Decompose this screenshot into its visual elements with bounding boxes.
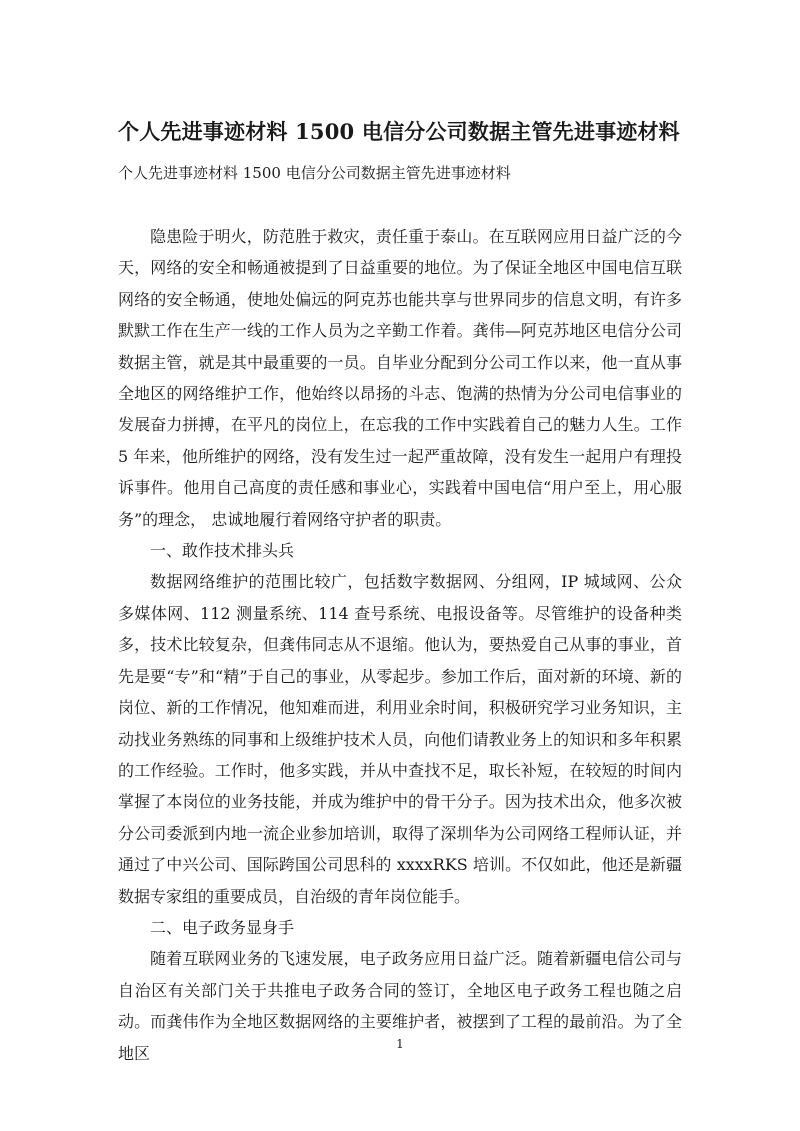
paragraph-section-2: 随着互联网业务的飞速发展，电子政务应用日益广泛。随着新疆电信公司与自治区有关部门关于共推电子政务合同的签订，全地区电子政务工程也随之启动。而龚伟作为全地区数据网络的主要维护者，被摆到了工程的最前沿。为了全地区 [118,949,682,1063]
document-subtitle: 个人先进事迹材料 1500 电信分公司数据主管先进事迹材料 [118,164,511,182]
page-number: 1 [396,1037,404,1051]
section-heading-2: 二、电子政务显身手 [150,917,295,937]
document-title: 个人先进事迹材料 1500 电信分公司数据主管先进事迹材料 [118,119,680,144]
paragraph-intro: 隐患险于明火，防范胜于救灾，责任重于泰山。在互联网应用日益广泛的今天，网络的安全和畅通被提到了日益重要的地位。为了保证全地区中国电信互联网络的安全畅通，使地处偏远的阿克苏也能共享与世界同步的信息文明，有许多默默工作在生产一线的工作人员为之辛勤工作着。龚伟—阿克苏地区电信分公司数据主管，就是其中最重要的一员。自毕业分配到分公司工作以来，他一直从事全地区的网络维护工作，他始终以昂扬的斗志、饱满的热情为分公司电信事业的发展奋力拼搏，在平凡的岗位上，在忘我的工作中实践着自己的魅力人生。工作 5 年来，他所维护的网络，没有发生过一起严重故障，没有发生一起用户有理投诉事件。他用自己高度的责任感和事业心，实践着中国电信“用户至上，用心服务”的理念， 忠诚地履行着网络守护者的职责。 [118,227,682,529]
section-heading-1: 一、敢作技术排头兵 [150,541,295,561]
document-body [118,221,682,1069]
paragraph-section-1: 数据网络维护的范围比较广，包括数字数据网、分组网，IP 城域网、公众多媒体网、112 测量系统、114 查号系统、电报设备等。尽管维护的设备种类多，技术比较复杂，但龚伟同志从不退缩。他认为，要热爱自己从事的事业，首先是要“专”和“精”于自己的事业，从零起步。参加工作后，面对新的环境、新的岗位、新的工作情况，他知难而进，利用业余时间，积极研究学习业务知识，主动找业务熟练的同事和上级维护技术人员，向他们请教业务上的知识和多年积累的工作经验。工作时，他多实践，并从中查找不足，取长补短，在较短的时间内掌握了本岗位的业务技能，并成为维护中的骨干分子。因为技术出众，他多次被分公司委派到内地一流企业参加培训，取得了深圳华为公司网络工程师认证，并通过了中兴公司、国际跨国公司思科的 xxxxRKS 培训。不仅如此，他还是新疆数据专家组的重要成员，自治级的青年岗位能手。 [118,572,682,906]
